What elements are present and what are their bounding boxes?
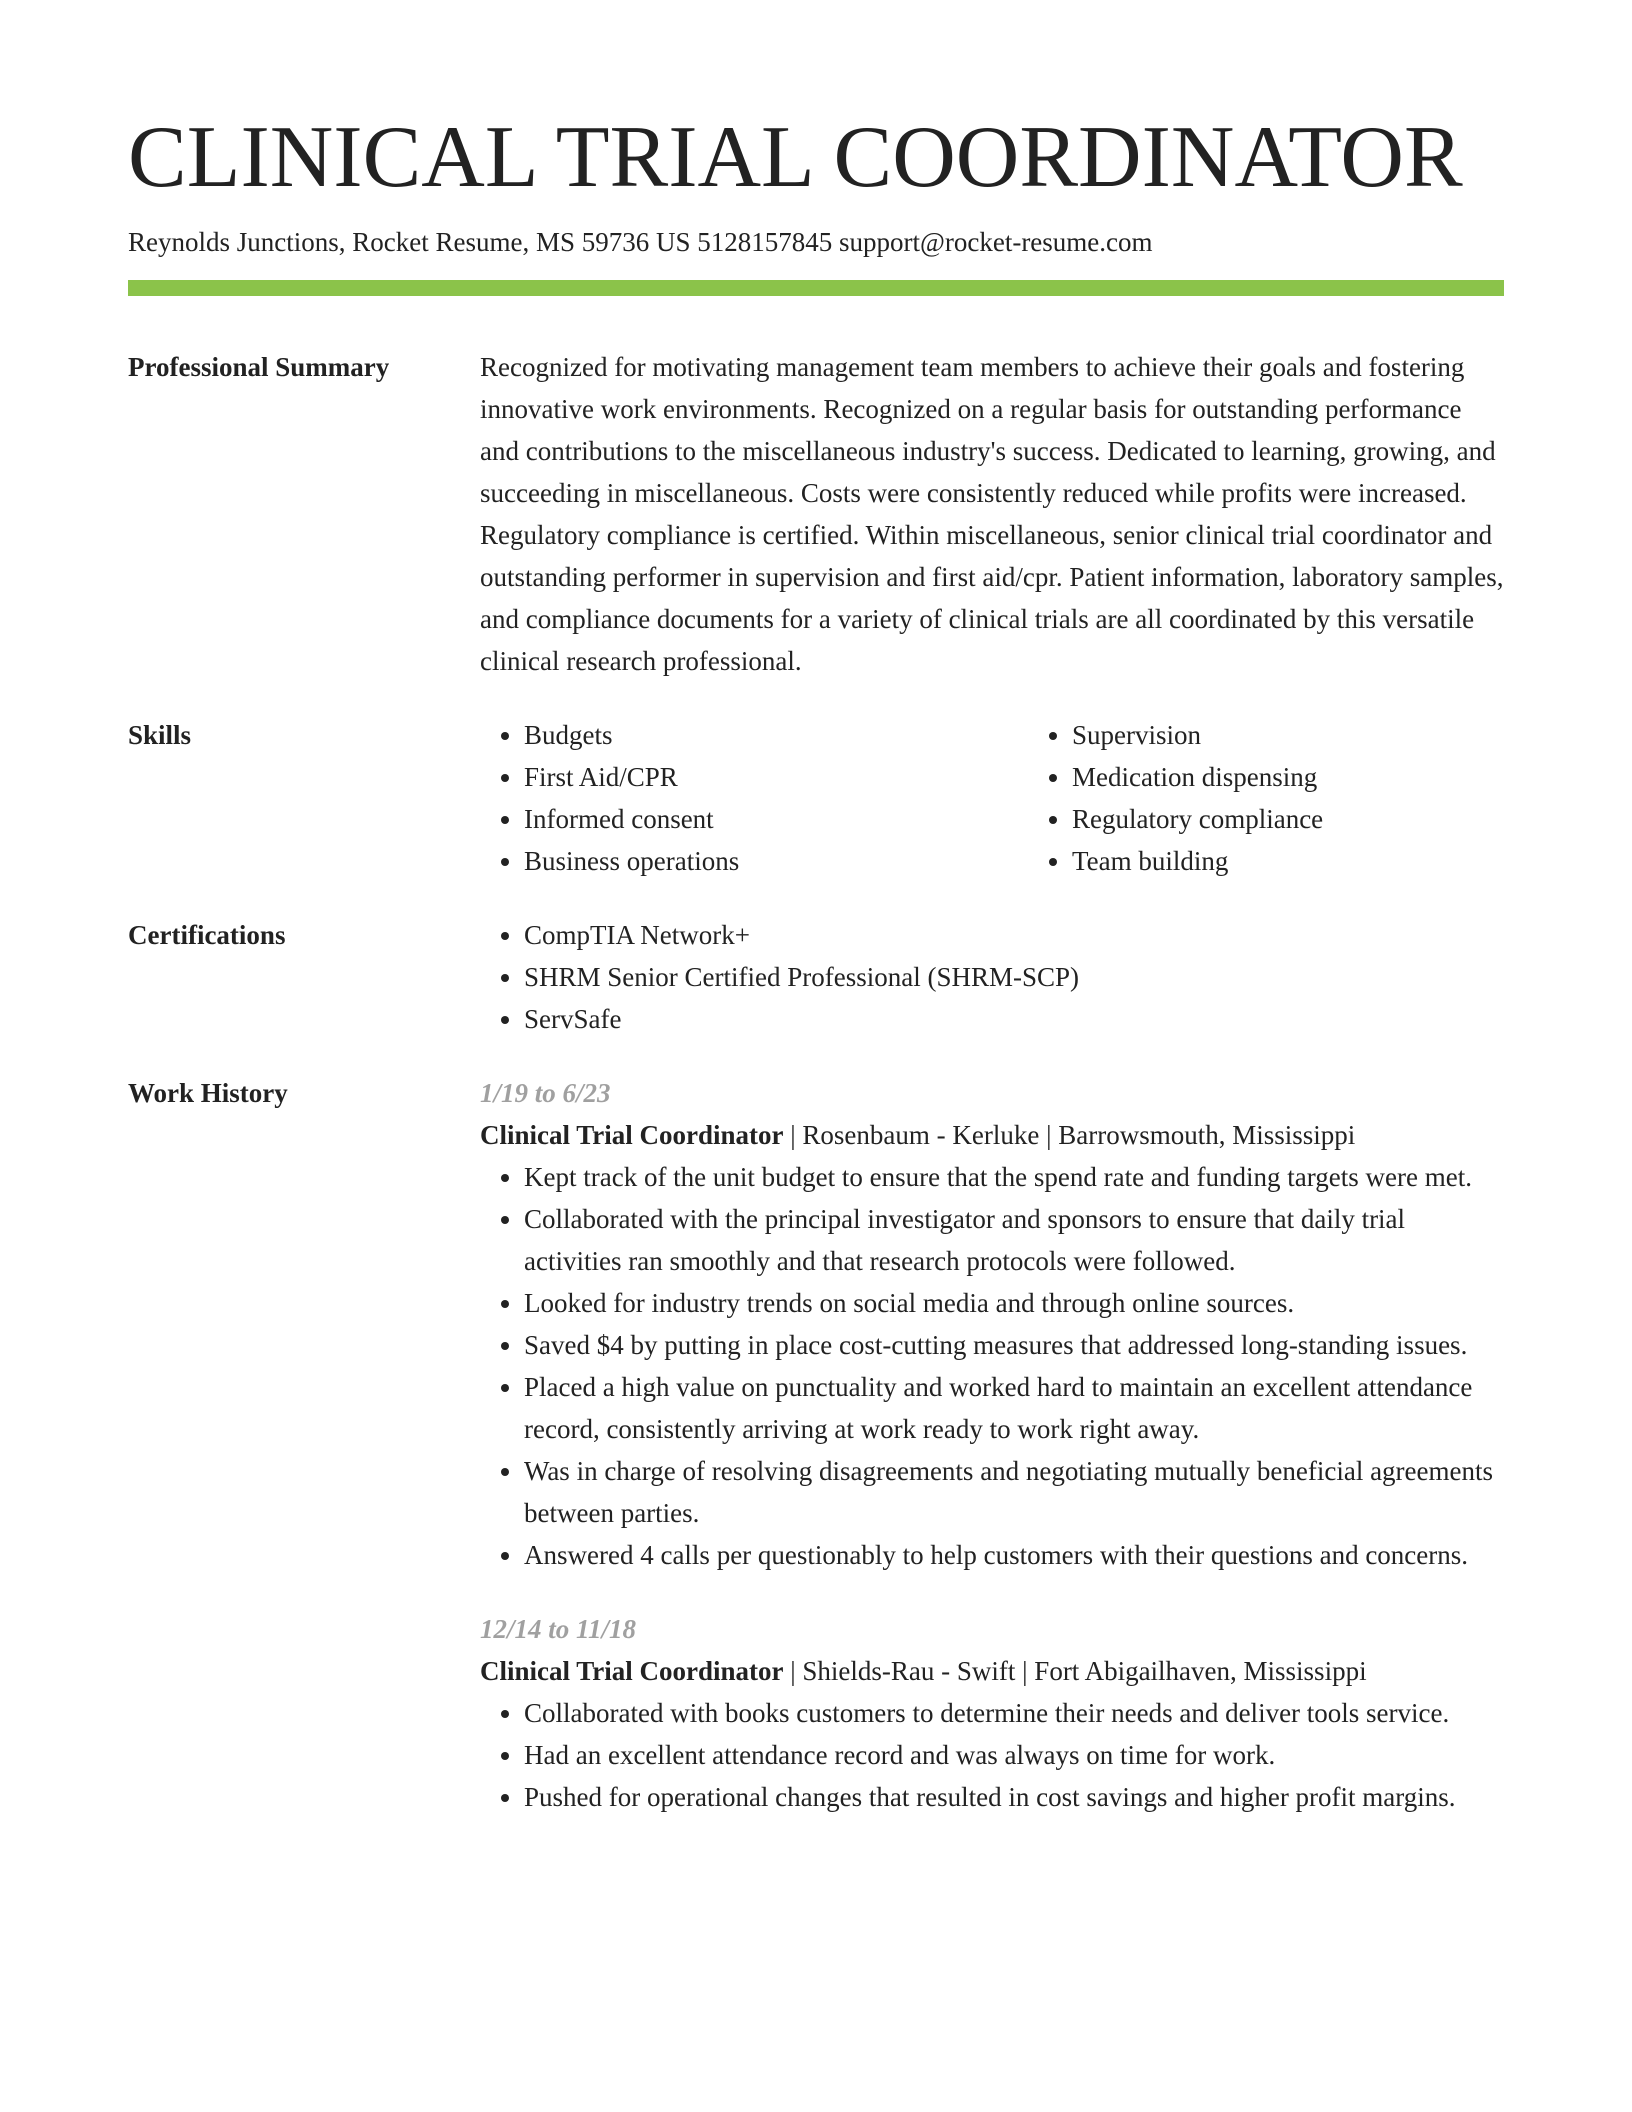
skills-section (128, 714, 1504, 882)
skill-item: • First Aid/CPR (524, 756, 1028, 798)
skills-list-left (480, 714, 1028, 882)
job-heading (480, 1114, 1504, 1156)
certification-item: • CompTIA Network+ (524, 914, 1504, 956)
skill-item: • Business operations (524, 840, 1028, 882)
skill-item: • Regulatory compliance (1072, 798, 1576, 840)
job-entry (480, 1072, 1504, 1576)
resume-page (128, 110, 1504, 1818)
skill-item: • Informed consent (524, 798, 1028, 840)
job-details: | Rosenbaum - Kerluke | Barrowsmouth, Mississippi (783, 1119, 1356, 1150)
certifications-list (480, 914, 1504, 1040)
job-heading (480, 1650, 1504, 1692)
job-entry (480, 1608, 1504, 1818)
resume-name: CLINICAL TRIAL COORDINATOR (128, 109, 1463, 206)
job-bullet: • Collaborated with the principal investigator and sponsors to ensure that daily trial activities ran smoothly and that research protocols were followed. (524, 1198, 1504, 1282)
certification-item: • SHRM Senior Certified Professional (SHRM-SCP) (524, 956, 1504, 998)
section-title-certifications: Certifications (128, 919, 286, 950)
summary-text: Recognized for motivating management team members to achieve their goals and fostering innovative work environments. Recognized on a regular basis for outstanding performance and contributions to the miscellaneous industry's success. Dedicated to learning, growing, and succeeding in miscellaneous. Costs were consistently reduced while profits were increased. Regulatory compliance is certified. Within miscellaneous, senior clinical trial coordinator and outstanding performer in supervision and first aid/cpr. Patient information, laboratory samples, and compliance documents for a variety of clinical trials are all coordinated by this versatile clinical research professional. (480, 351, 1504, 676)
certification-item: • ServSafe (524, 998, 1504, 1040)
job-bullet: • Placed a high value on punctuality and worked hard to maintain an excellent attendance record, consistently arriving at work ready to work right away. (524, 1366, 1504, 1450)
job-title: Clinical Trial Coordinator (480, 1655, 784, 1686)
contact-info: Reynolds Junctions, Rocket Resume, MS 59736 US 5128157845 support@rocket-resume.com (128, 226, 1153, 257)
job-bullet: • Looked for industry trends on social media and through online sources. (524, 1282, 1504, 1324)
job-bullet: • Collaborated with books customers to determine their needs and deliver tools service. (524, 1692, 1504, 1734)
certifications-body (480, 914, 1504, 1040)
work-history-body (480, 1072, 1504, 1818)
skill-item: • Supervision (1072, 714, 1576, 756)
job-bullet: • Kept track of the unit budget to ensure that the spend rate and funding targets were met. (524, 1156, 1504, 1198)
job-dates: 1/19 to 6/23 (480, 1077, 611, 1108)
job-bullet: • Pushed for operational changes that resulted in cost savings and higher profit margins. (524, 1776, 1504, 1818)
job-bullet: • Answered 4 calls per questionably to help customers with their questions and concerns. (524, 1534, 1504, 1576)
skill-item: • Medication dispensing (1072, 756, 1576, 798)
job-bullet: • Was in charge of resolving disagreements and negotiating mutually beneficial agreements between parties. (524, 1450, 1504, 1534)
section-title-work-history: Work History (128, 1077, 288, 1108)
summary-section (128, 346, 1504, 682)
skills-columns (480, 714, 1576, 882)
skill-item: • Team building (1072, 840, 1576, 882)
job-title: Clinical Trial Coordinator (480, 1119, 784, 1150)
job-bullet: • Had an excellent attendance record and was always on time for work. (524, 1734, 1504, 1776)
accent-divider (128, 280, 1504, 296)
job-bullet: • Saved $4 by putting in place cost-cutting measures that addressed long-standing issues. (524, 1324, 1504, 1366)
certifications-section (128, 914, 1504, 1040)
job-bullets (480, 1156, 1504, 1576)
skills-list-right (1028, 714, 1576, 882)
job-dates: 12/14 to 11/18 (480, 1613, 637, 1644)
work-history-section (128, 1072, 1504, 1818)
section-title-summary: Professional Summary (128, 351, 390, 382)
section-title-skills: Skills (128, 719, 192, 750)
skill-item: • Budgets (524, 714, 1028, 756)
job-bullets (480, 1692, 1504, 1818)
job-details: | Shields-Rau - Swift | Fort Abigailhaven, Mississippi (783, 1655, 1367, 1686)
